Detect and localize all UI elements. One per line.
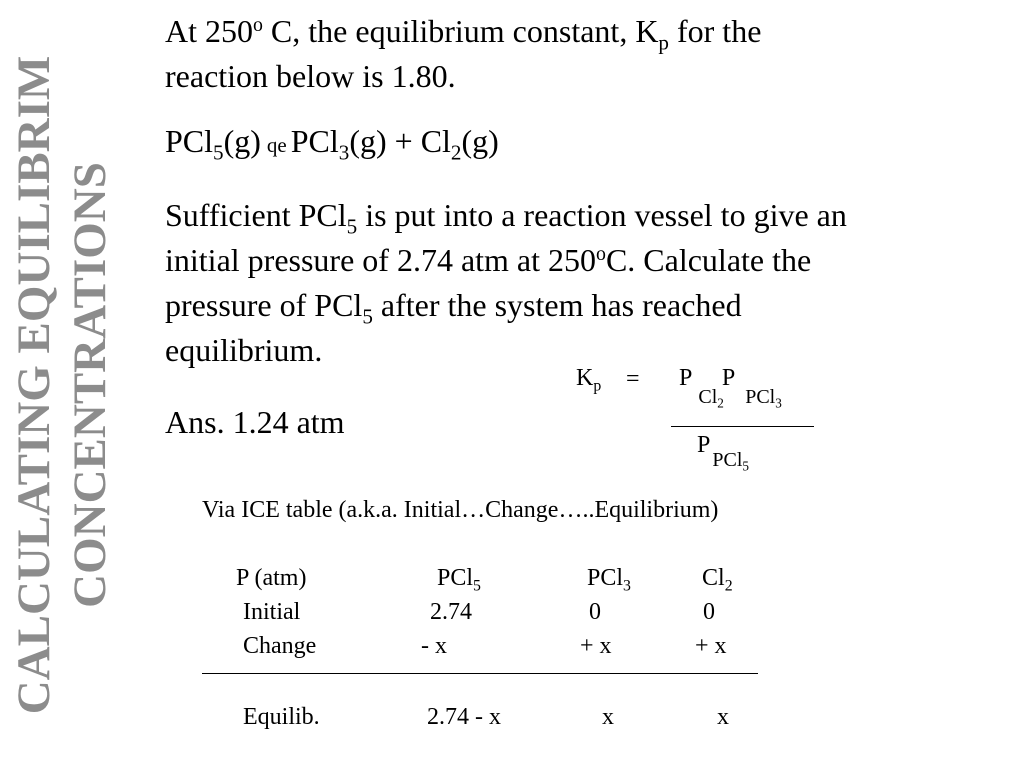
kp-denominator: $P_{PCl_5}$ [697, 432, 749, 474]
ice-initial-pcl3: 0 [589, 599, 601, 625]
ice-header-label: P (atm) [236, 565, 307, 591]
side-title-line-1: CALCULATING EQUILIBRIM [8, 55, 60, 715]
side-title-line-2: CONCENTRATIONS [64, 162, 116, 608]
problem-body-line-4: equilibrium. [165, 332, 323, 368]
kp-symbol: $K_p$ [576, 365, 602, 395]
ice-header-pcl5: PCl$_5$ [437, 565, 481, 595]
ice-header-cl2: $Cl_2$ [702, 565, 733, 595]
ice-change-cl2: + x [695, 633, 727, 659]
ice-initial-pcl5: 2.74 [430, 599, 472, 625]
ice-divider [202, 673, 758, 674]
ice-change-pcl5: - x [421, 633, 447, 659]
ice-equilib-pcl5: 2.74 - x [427, 704, 501, 730]
ice-initial-cl2: 0 [703, 599, 715, 625]
problem-intro-line-2: reaction below is 1.80. [165, 58, 456, 94]
reaction-equation: PCl$_5$(g) qe $PCl_3(g) + Cl_2(g)$ [165, 123, 499, 165]
answer-text: Ans. 1.24 atm [165, 404, 345, 440]
kp-equals: = [626, 366, 640, 392]
ice-initial-label: Initial [243, 599, 301, 625]
ice-change-pcl3: + x [580, 633, 612, 659]
kp-numerator: $P_{Cl_2}P_{PCl_3}$ [679, 365, 782, 411]
ice-equilib-cl2: x [717, 704, 729, 730]
ice-header-pcl3: PCl$_3$ [587, 565, 631, 595]
problem-body-line-2: initial pressure of 2.74 atm at 250$^o$C. Calculate the [165, 242, 812, 278]
kp-fraction-bar [671, 426, 814, 427]
ice-caption: Via ICE table (a.k.a. Initial…Change…..Equilibrium) [202, 497, 719, 523]
problem-body-line-1: Sufficient PCl$_5$ is put into a reaction vessel to give an [165, 197, 847, 239]
ice-equilib-label: Equilib. [243, 704, 320, 730]
side-title [6, 56, 118, 715]
ice-change-label: Change [243, 633, 317, 659]
ice-equilib-pcl3: x [602, 704, 614, 730]
problem-body-line-3: pressure of PCl$_5$ after the system has reached [165, 287, 742, 329]
problem-intro-line-1: At 250$^o$ C, the equilibrium constant, $K_p$ for the [165, 13, 762, 55]
equilibrium-arrow-icon: qe [266, 133, 287, 157]
